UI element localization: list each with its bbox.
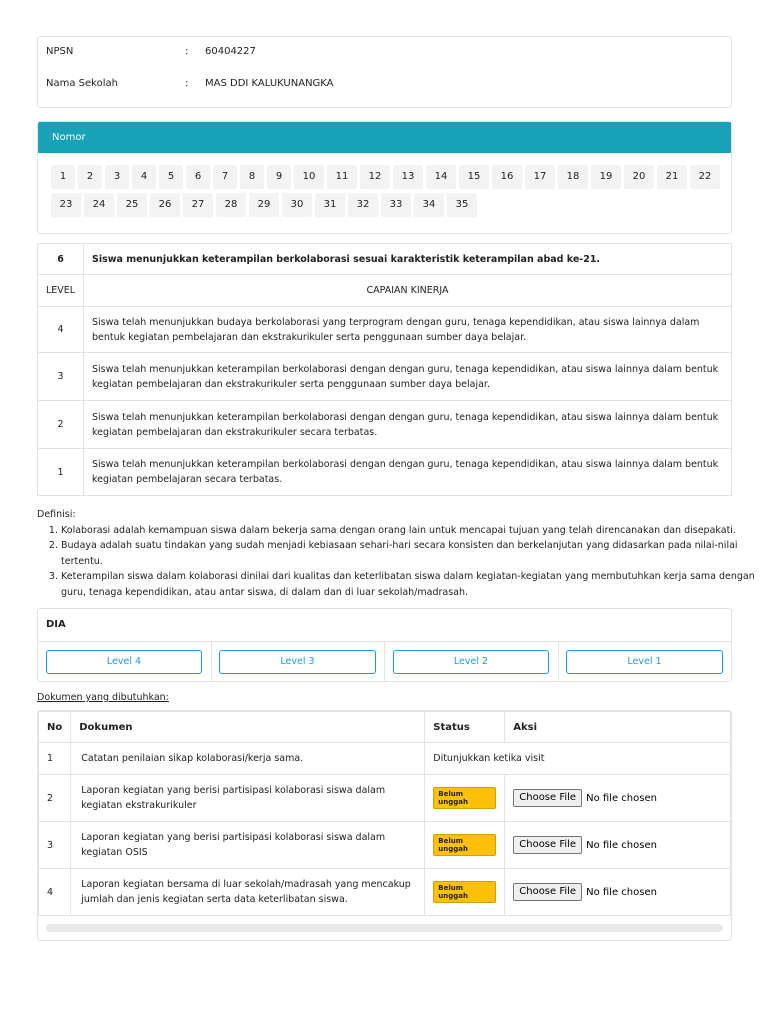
definition-item: 3. Keterampilan siswa dalam kolaborasi dinilai dari kualitas dan keterlibatan siswa dalam kegiatan-kegiatan yang membutuhkan kerja sama dengan guru, tenaga kependidikan, atau antar siswa, di dalam dan di luar sekolah/madrasah. (61, 569, 759, 600)
indicator-title-row (38, 244, 732, 275)
number-button-24[interactable]: 24 (84, 193, 114, 217)
table-row (39, 743, 731, 775)
number-button-15[interactable]: 15 (459, 165, 489, 189)
header-aksi: Aksi (505, 712, 731, 743)
level-description: Siswa telah menunjukkan keterampilan berkolaborasi dengan dengan guru, tenaga kependidikan, atau siswa lainnya dalam bentuk kegiatan pembelajaran dan ekstrakurikuler secara terbatas. (84, 401, 732, 449)
number-button-33[interactable]: 33 (381, 193, 411, 217)
number-button-5[interactable]: 5 (159, 165, 183, 189)
file-status-text: No file chosen (586, 792, 657, 804)
level-row (38, 307, 732, 353)
choose-file-button[interactable]: Choose File (513, 883, 582, 901)
number-button-31[interactable]: 31 (315, 193, 345, 217)
documents-table (38, 711, 731, 916)
level-number: 3 (38, 353, 84, 401)
number-button-10[interactable]: 10 (294, 165, 324, 189)
number-button-28[interactable]: 28 (216, 193, 246, 217)
school-name-colon: : (185, 78, 189, 89)
number-button-35[interactable]: 35 (447, 193, 477, 217)
action-cell (505, 822, 731, 869)
definition-item: 1. Kolaborasi adalah kemampuan siswa dalam bekerja sama dengan orang lain untuk mencapai tujuan yang telah direncanakan dan disepakati. (61, 523, 759, 539)
level-number: 2 (38, 401, 84, 449)
number-button-22[interactable]: 22 (690, 165, 720, 189)
status-cell (425, 869, 505, 916)
level-description: Siswa telah menunjukkan keterampilan berkolaborasi dengan dengan guru, tenaga kependidikan, atau siswa lainnya dalam bentuk kegiatan pembelajaran dan ekstrakurikuler serta penggunaan sumber daya belajar. (84, 353, 732, 401)
number-button-32[interactable]: 32 (348, 193, 378, 217)
action-cell (505, 775, 731, 822)
choose-file-button[interactable]: Choose File (513, 789, 582, 807)
number-button-23[interactable]: 23 (51, 193, 81, 217)
document-name: Catatan penilaian sikap kolaborasi/kerja sama. (71, 743, 425, 775)
header-status: Status (425, 712, 505, 743)
table-row (39, 869, 731, 916)
number-button-30[interactable]: 30 (282, 193, 312, 217)
level-row (38, 449, 732, 496)
level-1-button[interactable]: Level 1 (566, 650, 723, 674)
number-button-17[interactable]: 17 (525, 165, 555, 189)
action-text: Ditunjukkan ketika visit (425, 743, 731, 775)
level-number: 1 (38, 449, 84, 496)
number-button-19[interactable]: 19 (591, 165, 621, 189)
indicator-header-row (38, 275, 732, 307)
dia-card (37, 608, 732, 682)
school-info-card (37, 36, 732, 108)
number-button-27[interactable]: 27 (183, 193, 213, 217)
level-row (38, 353, 732, 401)
school-name-row (46, 78, 723, 92)
choose-file-button[interactable]: Choose File (513, 836, 582, 854)
table-row (39, 822, 731, 869)
number-row (51, 193, 732, 217)
status-badge: Belum unggah (433, 787, 496, 809)
nomor-header: Nomor (38, 122, 731, 153)
number-button-8[interactable]: 8 (240, 165, 264, 189)
divider (211, 642, 212, 681)
indicator-number: 6 (38, 244, 84, 275)
number-button-11[interactable]: 11 (327, 165, 357, 189)
divider (384, 642, 385, 681)
number-button-20[interactable]: 20 (624, 165, 654, 189)
horizontal-scrollbar[interactable] (46, 924, 723, 932)
document-name: Laporan kegiatan yang berisi partisipasi kolaborasi siswa dalam kegiatan ekstrakurikuler (71, 775, 425, 822)
number-button-34[interactable]: 34 (414, 193, 444, 217)
number-button-16[interactable]: 16 (492, 165, 522, 189)
indicator-title: Siswa menunjukkan keterampilan berkolaborasi sesuai karakteristik keterampilan abad ke-21. (84, 244, 732, 275)
row-number: 4 (39, 869, 71, 916)
number-button-13[interactable]: 13 (393, 165, 423, 189)
level-4-button[interactable]: Level 4 (46, 650, 202, 674)
npsn-value: 60404227 (205, 46, 256, 57)
number-button-7[interactable]: 7 (213, 165, 237, 189)
documents-card (37, 710, 732, 941)
level-3-button[interactable]: Level 3 (219, 650, 376, 674)
status-cell (425, 775, 505, 822)
dia-title: DIA (46, 619, 66, 630)
npsn-colon: : (185, 46, 189, 57)
definition-item: 2. Budaya adalah suatu tindakan yang sudah menjadi kebiasaan sehari-hari secara konsisten dan berkelanjutan yang didasarkan pada nilai-nilai tertentu. (61, 538, 759, 569)
npsn-label: NPSN (46, 46, 74, 57)
number-row (51, 165, 732, 189)
number-button-1[interactable]: 1 (51, 165, 75, 189)
status-cell (425, 822, 505, 869)
level-description: Siswa telah menunjukkan keterampilan berkolaborasi dengan dengan guru, tenaga kependidikan, atau siswa lainnya dalam bentuk kegiatan pembelajaran secara terbatas. (84, 449, 732, 496)
row-number: 2 (39, 775, 71, 822)
divider (558, 642, 559, 681)
number-button-26[interactable]: 26 (150, 193, 180, 217)
table-row (39, 775, 731, 822)
action-cell (505, 869, 731, 916)
school-name-label: Nama Sekolah (46, 78, 118, 89)
number-button-21[interactable]: 21 (657, 165, 687, 189)
file-status-text: No file chosen (586, 886, 657, 898)
number-button-29[interactable]: 29 (249, 193, 279, 217)
header-dokumen: Dokumen (71, 712, 425, 743)
document-name: Laporan kegiatan yang berisi partisipasi kolaborasi siswa dalam kegiatan OSIS (71, 822, 425, 869)
number-button-9[interactable]: 9 (267, 165, 291, 189)
header-no: No (39, 712, 71, 743)
nomor-card (37, 121, 732, 234)
number-grid (51, 165, 732, 221)
capaian-header: CAPAIAN KINERJA (84, 275, 732, 307)
row-number: 1 (39, 743, 71, 775)
definition-list (37, 523, 759, 601)
documents-header-row (39, 712, 731, 743)
number-button-2[interactable]: 2 (78, 165, 102, 189)
number-button-12[interactable]: 12 (360, 165, 390, 189)
number-button-14[interactable]: 14 (426, 165, 456, 189)
school-name-value: MAS DDI KALUKUNANGKA (205, 78, 334, 89)
level-row (38, 401, 732, 449)
status-badge: Belum unggah (433, 881, 496, 903)
number-button-6[interactable]: 6 (186, 165, 210, 189)
file-status-text: No file chosen (586, 839, 657, 851)
level-header: LEVEL (38, 275, 84, 307)
row-number: 3 (39, 822, 71, 869)
number-button-25[interactable]: 25 (117, 193, 147, 217)
level-number: 4 (38, 307, 84, 353)
number-button-18[interactable]: 18 (558, 165, 588, 189)
definition-section (37, 507, 759, 600)
document-name: Laporan kegiatan bersama di luar sekolah/madrasah yang mencakup jumlah dan jenis kegiatan serta data keterlibatan siswa. (71, 869, 425, 916)
level-2-button[interactable]: Level 2 (393, 650, 549, 674)
number-button-4[interactable]: 4 (132, 165, 156, 189)
indicator-table (37, 243, 732, 496)
documents-label: Dokumen yang dibutuhkan: (37, 692, 169, 703)
number-button-3[interactable]: 3 (105, 165, 129, 189)
level-description: Siswa telah menunjukkan budaya berkolaborasi yang terprogram dengan guru, tenaga kependidikan, atau siswa lainnya dalam bentuk kegiatan pembelajaran dan ekstrakurikuler serta penggunaan sumber daya belajar. (84, 307, 732, 353)
status-badge: Belum unggah (433, 834, 496, 856)
definition-title: Definisi: (37, 509, 76, 520)
npsn-row (46, 46, 723, 60)
